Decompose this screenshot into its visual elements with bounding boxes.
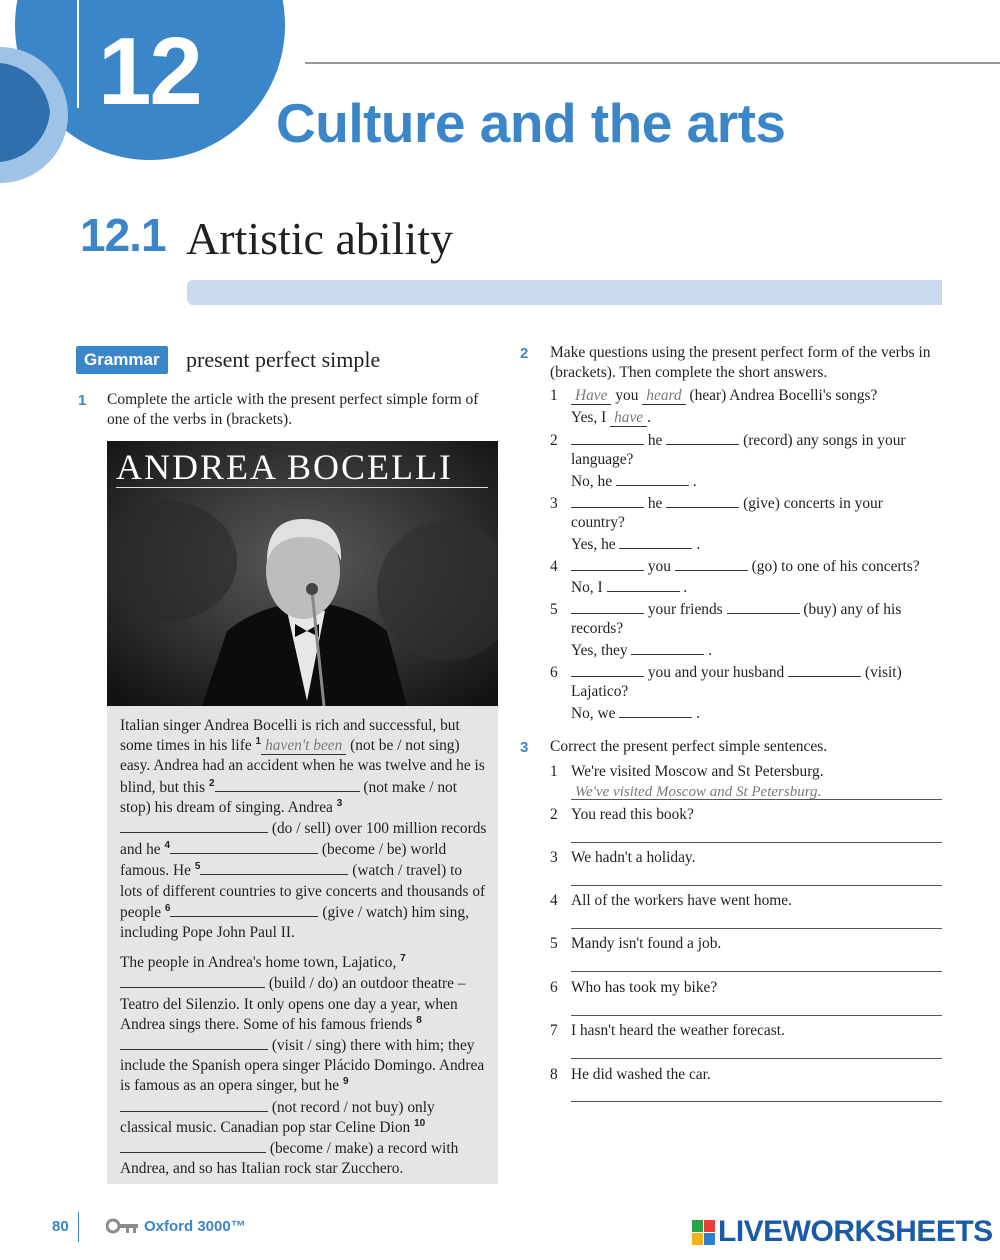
- ex2-item-2: 2 he (record) any songs in your: [550, 432, 906, 449]
- ex3-item-1: 1 We're visited Moscow and St Petersburg.: [550, 763, 824, 780]
- liveworksheets-logo-icon: [692, 1220, 716, 1246]
- ex2-item-1: 1 Have you heard (hear) Andrea Bocelli's songs?: [550, 387, 878, 404]
- ex2-2-gap-a[interactable]: [571, 430, 644, 445]
- ex2-item-3-cont: country?: [571, 514, 625, 531]
- ex2-item-4: 4 you (go) to one of his concerts?: [550, 558, 920, 575]
- ex2-6-gap-a[interactable]: [571, 662, 644, 677]
- ex3-item-5: 5 Mandy isn't found a job.: [550, 935, 722, 952]
- grammar-badge: Grammar: [76, 346, 168, 374]
- ex3-item-4: 4 All of the workers have went home.: [550, 892, 792, 909]
- ex2-item-2-cont: language?: [571, 451, 634, 468]
- ex2-item-3: 3 he (give) concerts in your: [550, 495, 883, 512]
- ex3-3-answer-line[interactable]: [571, 885, 942, 886]
- gap-3-input[interactable]: [120, 818, 268, 833]
- article-text: [120, 716, 488, 1189]
- gap-2-input[interactable]: [215, 777, 360, 792]
- ex2-2-gap-b[interactable]: [666, 430, 739, 445]
- ex2-item-5: 5 your friends (buy) any of his: [550, 601, 902, 618]
- ex2-3-gap-a[interactable]: [571, 493, 644, 508]
- gap-7-input[interactable]: [120, 973, 265, 988]
- footer-rule: [78, 1212, 79, 1242]
- ex2-6-gap-b[interactable]: [788, 662, 861, 677]
- ex2-1-answer-a[interactable]: Have: [571, 387, 611, 405]
- ex2-5-answer-gap[interactable]: [631, 640, 704, 655]
- gap-1-answer[interactable]: haven't been: [261, 737, 346, 755]
- ex2-item-3-short-answer: Yes, he .: [571, 536, 701, 553]
- ex2-item-1-short-answer: Yes, I have .: [571, 409, 651, 426]
- key-icon: [106, 1218, 140, 1234]
- photo-title-rule: [116, 487, 488, 488]
- ex2-6-answer-gap[interactable]: [619, 703, 692, 718]
- ex3-item-6: 6 Who has took my bike?: [550, 979, 718, 996]
- ex2-item-2-short-answer: No, he .: [571, 473, 697, 490]
- ex2-item-6: 6 you and your husband (visit): [550, 664, 902, 681]
- ex2-1-answer-b[interactable]: heard: [642, 387, 685, 405]
- ex2-5-gap-b[interactable]: [727, 599, 800, 614]
- unit-number: 12.1: [80, 209, 166, 261]
- ex3-4-answer-line[interactable]: [571, 928, 942, 929]
- ex3-item-2: 2 You read this book?: [550, 806, 694, 823]
- header-rule: [305, 62, 1000, 64]
- ex2-5-gap-a[interactable]: [571, 599, 644, 614]
- ex3-1-answer-line[interactable]: [571, 782, 942, 800]
- gap-10-input[interactable]: [120, 1138, 266, 1153]
- grammar-topic: present perfect simple: [186, 347, 381, 372]
- oxford-3000-label: Oxford 3000™: [144, 1218, 246, 1235]
- exercise-2-number: 2: [520, 345, 529, 362]
- ex2-item-6-short-answer: No, we .: [571, 705, 701, 722]
- gap-9-input[interactable]: [120, 1097, 268, 1112]
- ex3-item-3: 3 We hadn't a holiday.: [550, 849, 696, 866]
- ex3-item-7: 7 I hasn't heard the weather forecast.: [550, 1022, 785, 1039]
- exercise-3-instruction: Correct the present perfect simple sentences.: [550, 738, 828, 755]
- ex3-7-answer-line[interactable]: [571, 1058, 942, 1059]
- ex2-item-6-cont: Lajatico?: [571, 683, 629, 700]
- ex2-4-answer-gap[interactable]: [607, 577, 680, 592]
- liveworksheets-brand: LIVEWORKSHEETS: [718, 1215, 993, 1248]
- ex3-2-answer-line[interactable]: [571, 842, 942, 843]
- ex3-item-8: 8 He did washed the car.: [550, 1066, 711, 1083]
- exercise-2-instruction: Make questions using the present perfect form of the verbs in (brackets). Then complete the short answers.: [550, 344, 931, 381]
- article-paragraph-1: Italian singer Andrea Bocelli is rich and successful, but some times in his life $^1$ haven't been (not be / not sing) easy. Andrea had an accident when he was twelve and he is blind, but this $^2$ (not make / not stop) his dream of singing. Andrea $^3$ (do / sell) over 100 million records and he $^4$ (become / be) world famous. He $^5$ (watch / travel) to lots of different countries to give concerts and thousands of people $^6$ (give / watch) him sing, including Pope John Paul II.: [120, 717, 487, 942]
- ex3-5-answer-line[interactable]: [571, 971, 942, 972]
- photo-title: ANDREA BOCELLI: [116, 447, 453, 487]
- ex2-item-4-short-answer: No, I .: [571, 579, 688, 596]
- ex3-6-answer-line[interactable]: [571, 1015, 942, 1016]
- title-bar: [187, 280, 942, 305]
- chapter-title: Culture and the arts: [276, 92, 786, 154]
- gap-6-input[interactable]: [170, 902, 318, 917]
- ex2-2-answer-gap[interactable]: [616, 471, 689, 486]
- page-number: 80: [52, 1218, 69, 1235]
- ex2-4-gap-a[interactable]: [571, 556, 644, 571]
- ex3-8-answer-line[interactable]: [571, 1101, 942, 1102]
- unit-title: Artistic ability: [186, 213, 454, 264]
- ex2-1-short-answer[interactable]: have: [610, 409, 647, 427]
- gap-5-input[interactable]: [200, 860, 348, 875]
- ex2-item-5-short-answer: Yes, they .: [571, 642, 713, 659]
- ex3-1-answer: We've visited Moscow and St Petersburg.: [575, 784, 822, 800]
- ex2-3-gap-b[interactable]: [666, 493, 739, 508]
- ex2-3-answer-gap[interactable]: [619, 534, 692, 549]
- exercise-3-number: 3: [520, 739, 529, 756]
- gap-8-input[interactable]: [120, 1035, 268, 1050]
- ex2-item-5-cont: records?: [571, 620, 624, 637]
- gap-4-input[interactable]: [170, 839, 318, 854]
- exercise-1-instruction: Complete the article with the present perfect simple form of one of the verbs in (brackets).: [107, 391, 479, 428]
- article-paragraph-2: The people in Andrea's home town, Lajatico, $^7$ (build / do) an outdoor theatre – Teatro del Silenzio. It only opens one day a year, when Andrea sings there. Some of his famous friends $^8$ (visit / sing) there with him; they include the Spanish opera singer Plácido Domingo. Andrea is famous as an opera singer, but he $^9$ (not record / not buy) only classical music. Canadian pop star Celine Dion $^{10}$ (become / make) a record with Andrea, and so has Italian rock star Zucchero.: [120, 953, 485, 1178]
- chapter-number: 12: [98, 18, 201, 125]
- ex2-4-gap-b[interactable]: [675, 556, 748, 571]
- exercise-1-number: 1: [78, 392, 87, 409]
